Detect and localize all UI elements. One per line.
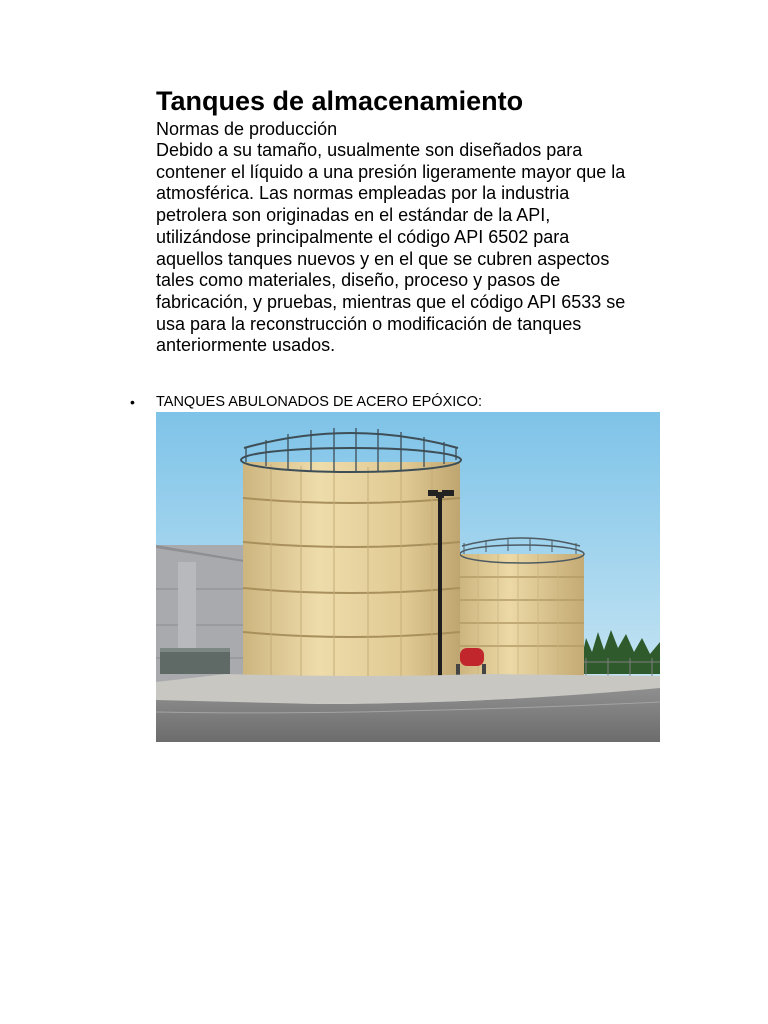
page-title: Tanques de almacenamiento [156,86,524,116]
bullet-item [130,393,482,411]
paragraph-line: usa para la reconstrucción o modificación de tanques [156,313,582,334]
paragraph-line: fabricación, y pruebas, mientras que el código API 6533 se [156,291,626,312]
paragraph-line: tales como materiales, diseño, proceso y pasos de [156,270,561,291]
paragraph-line: petrolera son originadas en el estándar de la API, [156,205,551,226]
body-paragraph [156,140,656,357]
paragraph-line: contener el líquido a una presión ligeramente mayor que la [156,161,626,182]
paragraph-line: anteriormente usados. [156,335,336,356]
bullet-icon: • [130,394,135,410]
tank-photo-illustration [156,412,660,742]
document-content [156,84,676,357]
large-tank [241,428,461,692]
paragraph-line: Debido a su tamaño, usualmente son diseñados para [156,140,583,160]
tank-photo [156,412,660,742]
paragraph-line: utilizándose principalmente el código API 6502 para [156,226,570,247]
section-subtitle: Normas de producción [156,119,338,139]
paragraph-line: aquellos tanques nuevos y en el que se cubren aspectos [156,248,610,269]
paragraph-line: atmosférica. Las normas empleadas por la industria [156,183,570,204]
bullet-text: TANQUES ABULONADOS DE ACERO EPÓXICO: [156,394,483,410]
